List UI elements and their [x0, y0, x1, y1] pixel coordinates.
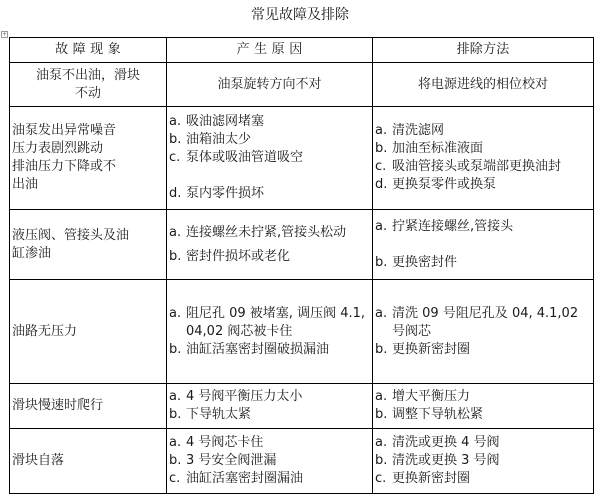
fault-text: 油泵不出油，滑块 [35, 67, 140, 83]
list-item: a. 4 号阀平衡压力太小 [169, 389, 303, 404]
remedy-cell: 将电源进线的相位校对 [373, 63, 594, 107]
list-item: a. 吸油滤网堵塞 [169, 114, 265, 129]
cause-cell [167, 384, 373, 429]
list-item: a. 清洗或更换 4 号阀 [375, 435, 500, 450]
remedy-cell [373, 107, 594, 210]
cause-cell [167, 210, 373, 280]
table-row [10, 384, 594, 429]
table-row [10, 210, 594, 280]
header-remedy: 排除方法 [373, 38, 594, 63]
list-item: b. 3 号安全阀泄漏 [169, 453, 277, 468]
fault-cell [10, 107, 167, 210]
fault-text: 出油 [12, 177, 39, 192]
fault-text: 不动 [74, 85, 101, 101]
list-item: a. 拧紧连接螺丝,管接头 [375, 218, 514, 234]
list-item: b. 油缸活塞密封圈破损漏油 [169, 341, 330, 357]
table-row [10, 63, 594, 107]
fault-text: 压力表剧烈跳动 [12, 141, 104, 156]
cause-cell: 油泵旋转方向不对 [167, 63, 373, 107]
list-item: b. 油箱油太少 [169, 132, 252, 147]
remedy-cell [373, 429, 594, 494]
list-item: a. 4 号阀芯卡住 [169, 435, 264, 450]
list-item: b. 更换新密封圈 [375, 341, 471, 357]
table-header-row [10, 38, 594, 63]
list-item: c. 吸油管接头或泵端部更换油封 [375, 159, 562, 174]
list-item: d. 泵内零件损坏 [169, 186, 265, 201]
list-item: a. 阻尼孔 09 被堵塞, 调压阀 4.1,04,02 阀芯被卡住 [169, 305, 366, 339]
fault-cell [10, 384, 167, 429]
fault-text: 滑块自落 [12, 453, 65, 468]
list-item: b. 密封件损坏或老化 [169, 248, 291, 264]
table-row [10, 429, 594, 494]
list-item: d. 更换泵零件或换泵 [375, 177, 497, 192]
fault-text: 滑块慢速时爬行 [12, 398, 104, 413]
fault-text: 排油压力下降或不 [12, 159, 117, 174]
cause-cell [167, 429, 373, 494]
list-item: b. 更换密封件 [375, 254, 458, 270]
list-item: c. 泵体或吸油管道吸空 [169, 150, 304, 165]
fault-text: 油泵发出异常噪音 [12, 123, 117, 138]
header-cause: 产 生 原 因 [167, 38, 373, 63]
cause-cell [167, 280, 373, 384]
list-item: a. 增大平衡压力 [375, 389, 471, 404]
list-item: b. 加油至标准液面 [375, 141, 484, 156]
fault-cell [10, 280, 167, 384]
document-title: 常见故障及排除 [251, 7, 349, 23]
remedy-cell [373, 280, 594, 384]
fault-cell [10, 210, 167, 280]
fault-text: 液压阀、管接头及油 [12, 227, 130, 243]
list-item: a. 连接螺丝未拧紧,管接头松动 [169, 224, 347, 240]
cause-cell [167, 107, 373, 210]
fault-table [9, 37, 594, 494]
list-item: b. 调整下导轨松紧 [375, 407, 484, 422]
list-item: b. 下导轨太紧 [169, 407, 252, 422]
fault-text: 油路无压力 [12, 323, 78, 339]
list-item: c. 油缸活塞密封圈漏油 [169, 471, 304, 486]
list-item: a. 清洗 09 号阻尼孔及 04, 4.1,02 号阀芯 [375, 305, 579, 339]
list-item: b. 清洗或更换 3 号阀 [375, 453, 500, 468]
remedy-cell [373, 210, 594, 280]
table-row [10, 280, 594, 384]
fault-cell [10, 429, 167, 494]
fault-cell [10, 63, 167, 107]
list-item: c. 更换新密封圈 [375, 471, 471, 486]
header-fault: 故 障 现 象 [10, 38, 167, 63]
table-row [10, 107, 594, 210]
list-item: a. 清洗滤网 [375, 123, 445, 138]
fault-text: 缸渗油 [12, 245, 52, 261]
table-move-handle-icon[interactable]: + [2, 31, 8, 38]
remedy-cell [373, 384, 594, 429]
